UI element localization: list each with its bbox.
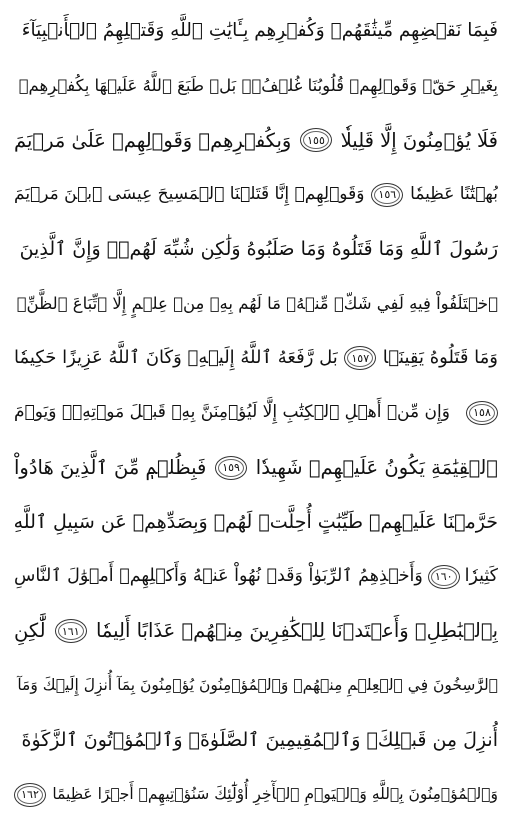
ayah-number-marker: ١٦٠ bbox=[428, 565, 460, 589]
verse-line bbox=[14, 4, 498, 59]
ayah-number-marker: ١٥٨ bbox=[466, 401, 498, 425]
verse-line-content bbox=[14, 565, 498, 589]
verse-line-content bbox=[14, 22, 498, 41]
verse-line bbox=[14, 604, 498, 659]
verse-line bbox=[14, 658, 498, 713]
ayah-number-marker: ١٦١ bbox=[55, 619, 87, 643]
verse-text: وَمَا قَتَلُوهُ يَقِينَۢا bbox=[382, 347, 498, 369]
verse-line bbox=[14, 113, 498, 168]
verse-line-content bbox=[14, 675, 498, 694]
verse-line-content bbox=[14, 237, 498, 260]
verse-line bbox=[14, 440, 498, 495]
verse-line bbox=[14, 277, 498, 332]
verse-line-content bbox=[14, 75, 498, 95]
verse-text: أُنزِلَ مِن قَبۡلِكَۚ وَٱلۡمُقِيمِينَ ٱلصَّلَوٰةَۚ وَٱلۡمُؤۡتُونَ ٱلزَّكَوٰةَ bbox=[21, 728, 498, 751]
verse-line-content bbox=[14, 401, 498, 425]
verse-line bbox=[14, 222, 498, 277]
verse-line-content bbox=[14, 293, 498, 313]
verse-text: فَلَا يُؤۡمِنُونَ إِلَّا قَلِيلٗا bbox=[340, 128, 498, 152]
verse-line bbox=[14, 549, 498, 604]
verse-line-content bbox=[14, 346, 498, 370]
ayah-number-marker: ١٦٢ bbox=[14, 783, 46, 807]
verse-line bbox=[14, 331, 498, 386]
ayah-number-marker: ١٥٦ bbox=[371, 183, 403, 207]
verse-text: ٱلرَّٰسِخُونَ فِي ٱلۡعِلۡمِ مِنۡهُمۡ وَٱلۡمُؤۡمِنُونَ يُؤۡمِنُونَ بِمَآ أُنزِلَ إِلَيۡكَ وَمَآ bbox=[17, 675, 498, 694]
verse-text: بُهۡتَٰنًا عَظِيمٗا bbox=[410, 184, 498, 205]
verse-text: وَأَخۡذِهِمُ ٱلرِّبَوٰاْ وَقَدۡ نُهُواْ عَنۡهُ وَأَكۡلِهِمۡ أَمۡوَٰلَ ٱلنَّاسِ bbox=[14, 565, 423, 586]
verse-line-content bbox=[14, 619, 498, 643]
verse-text: وَبِكُفۡرِهِمۡ وَقَوۡلِهِمۡ عَلَىٰ مَرۡيَمَ bbox=[14, 128, 292, 152]
verse-line bbox=[14, 386, 498, 441]
verse-line bbox=[14, 59, 498, 114]
verse-text: لَّٰكِنِ bbox=[14, 619, 46, 643]
verse-line-content bbox=[14, 128, 498, 152]
verse-line bbox=[14, 713, 498, 768]
verse-line bbox=[14, 767, 498, 822]
verse-text: حَرَّمۡنَا عَلَيۡهِمۡ طَيِّبَٰتٍ أُحِلَّتۡ لَهُمۡ وَبِصَدِّهِمۡ عَن سَبِيلِ ٱللَّهِ bbox=[14, 510, 498, 533]
verse-text: وَإِن مِّنۡ أَهۡلِ ٱلۡكِتَٰبِ إِلَّا لَيُؤۡمِنَنَّ بِهِۦ قَبۡلَ مَوۡتِهِۦۖ وَيَوۡمَ bbox=[14, 402, 450, 423]
verse-line-content bbox=[14, 728, 498, 751]
verse-text: بِٱلۡبَٰطِلِۚ وَأَعۡتَدۡنَا لِلۡكَٰفِرِينَ مِنۡهُمۡ عَذَابًا أَلِيمٗا bbox=[95, 619, 498, 643]
verse-text: فَبِظُلۡمٖ مِّنَ ٱلَّذِينَ هَادُواْ bbox=[14, 455, 207, 479]
ayah-number-marker: ١٥٧ bbox=[344, 346, 376, 370]
verse-text: فَبِمَا نَقۡضِهِم مِّيثَٰقَهُمۡ وَكُفۡرِهِم بِـَٔايَٰتِ ٱللَّهِ وَقَتۡلِهِمُ ٱلۡأَنۢبِيَآءَ bbox=[21, 20, 498, 42]
ayah-number-marker: ١٥٩ bbox=[215, 456, 247, 480]
verse-text: رَسُولَ ٱللَّهِ وَمَا قَتَلُوهُ وَمَا صَلَبُوهُ وَلَٰكِن شُبِّهَ لَهُمۡۚ وَإِنَّ ٱلَّذِينَ bbox=[19, 237, 498, 260]
ayah-number-marker: ١٥٥ bbox=[300, 128, 332, 152]
verse-line-content bbox=[14, 456, 498, 480]
verse-line-content bbox=[14, 183, 498, 207]
verse-text: وَٱلۡمُؤۡمِنُونَ بِٱللَّهِ وَٱلۡيَوۡمِ ٱلۡأٓخِرِ أُوْلَٰٓئِكَ سَنُؤۡتِيهِمۡ أَجۡرًا عَظِيمًا bbox=[52, 784, 498, 803]
verse-line bbox=[14, 168, 498, 223]
verse-text: بَل رَّفَعَهُ ٱللَّهُ إِلَيۡهِۚ وَكَانَ ٱللَّهُ عَزِيزًا حَكِيمٗا bbox=[14, 347, 338, 369]
verse-text: ٱخۡتَلَفُواْ فِيهِ لَفِي شَكّٖ مِّنۡهُۚ مَا لَهُم بِهِۦ مِنۡ عِلۡمٍ إِلَّا ٱتِّبَاعَ ٱلظَّنِّۚ bbox=[16, 293, 498, 313]
verse-line-content bbox=[14, 783, 498, 807]
verse-text: وَقَوۡلِهِمۡ إِنَّا قَتَلۡنَا ٱلۡمَسِيحَ عِيسَى ٱبۡنَ مَرۡيَمَ bbox=[14, 184, 365, 205]
verse-line bbox=[14, 495, 498, 550]
verse-text: ٱلۡقِيَٰمَةِ يَكُونُ عَلَيۡهِمۡ شَهِيدٗا bbox=[255, 455, 498, 479]
verse-text: كَثِيرٗا bbox=[464, 565, 498, 586]
verse-line-content bbox=[14, 510, 498, 533]
verse-text: بِغَيۡرِ حَقّٖ وَقَوۡلِهِمۡ قُلُوبُنَا غُلۡفُۢۚ بَلۡ طَبَعَ ٱللَّهُ عَلَيۡهَا بِكُفۡرِهِمۡ bbox=[18, 75, 498, 95]
